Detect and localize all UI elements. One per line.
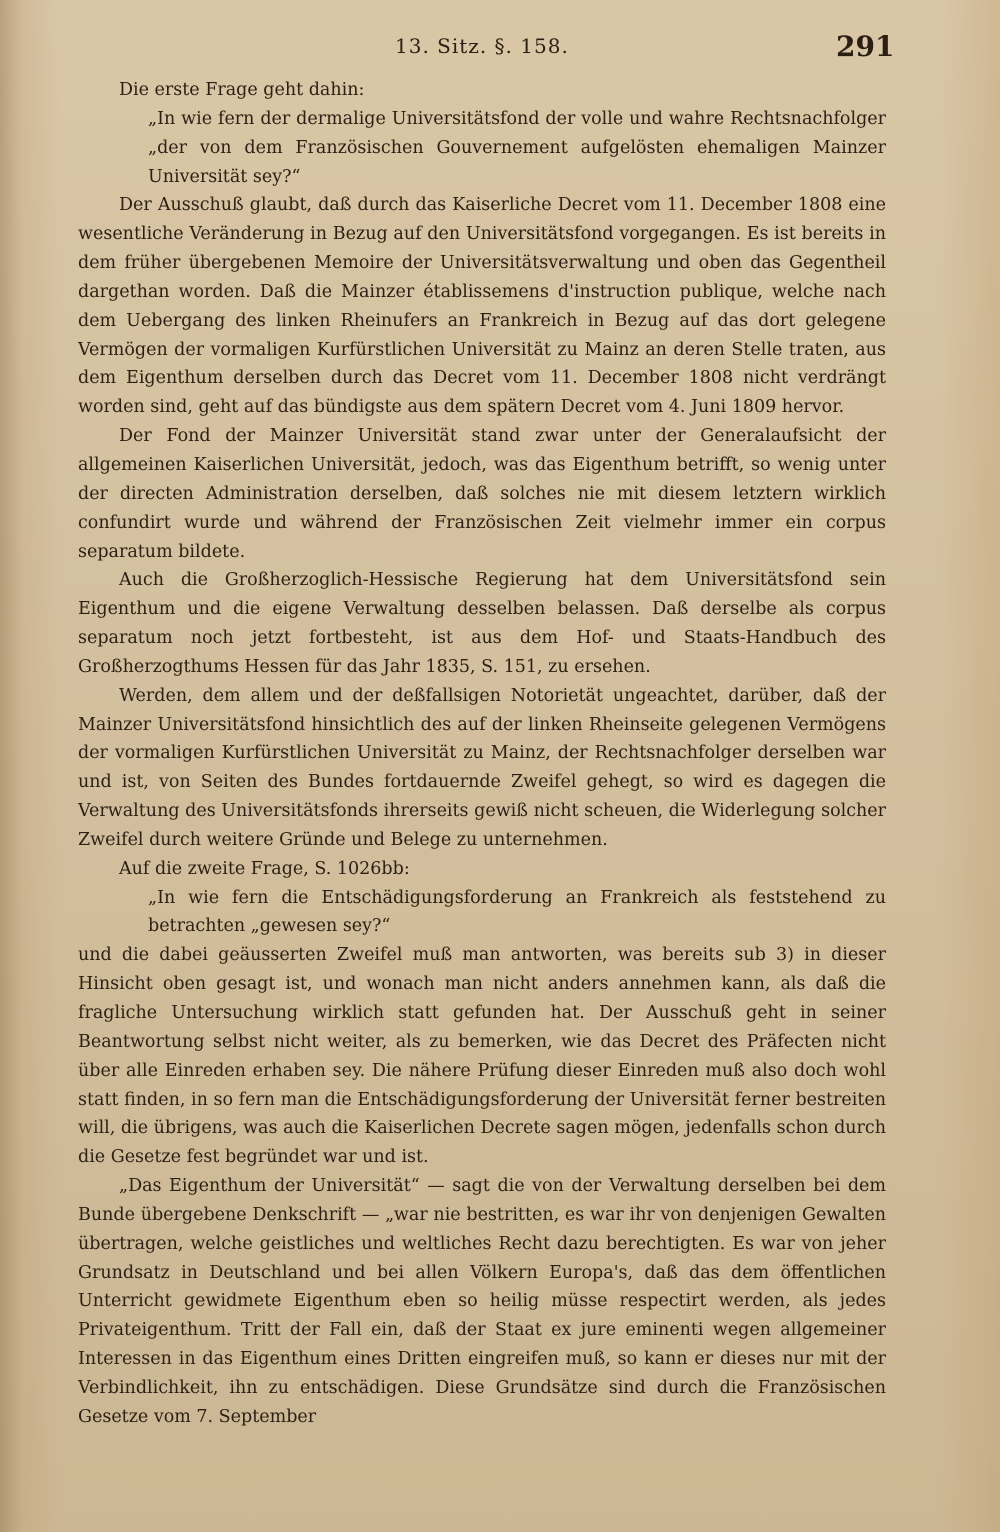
paragraph-answer: und die dabei geäusserten Zweifel muß man antworten, was bereits sub 3) in dieser Hinsicht oben gesagt ist, und wonach man nicht anders annehmen kann, als daß die fragliche Untersuchung wirklich statt gefunden hat. Der Ausschuß geht in seiner Beantwortung selbst nicht weiter, als zu bemerken, wie das Decret des Präfecten nicht über alle Einreden erhaben sey. Die nähere Prüfung dieser Einreden muß also doch wohl statt finden, in so fern man die Entschädigungsforderung der Universität ferner bestreiten will, die übrigens, was auch die Kaiserlichen Decrete sagen mögen, jedenfalls schon durch die Gesetze fest begründet war und ist.	[78, 945, 886, 1168]
paragraph-committee-decree: Der Ausschuß glaubt, daß durch das Kaiserliche Decret vom 11. December 1808 eine wesentliche Veränderung in Bezug auf den Universitätsfond vorgegangen. Es ist bereits in dem früher übergebenen Memoire der Universitätsverwaltung und oben das Gegentheil dargethan worden. Daß die Mainzer établissemens d'instruction publique, welche nach dem Uebergang des linken Rheinufers an Frankreich in Bezug auf das dort gelegene Vermögen der vormaligen Kurfürstlichen Universität zu Mainz an deren Stelle traten, aus dem Eigenthum derselben durch das Decret vom 11. December 1808 nicht verdrängt worden sind, geht auf das bündigste aus dem spätern Decret vom 4. Juni 1809 hervor.	[78, 195, 886, 418]
paragraph-doubts: Werden, dem allem und der deßfallsigen Notorietät ungeachtet, darüber, daß der Mainzer Universitätsfond hinsichtlich des auf der linken Rheinseite gelegenen Vermögens der vormaligen Kurfürstlichen Universität zu Mainz, der Rechtsnachfolger derselben war und ist, von Seiten des Bundes fortdauernde Zweifel gehegt, so wird es dagegen die Verwaltung des Universitätsfonds ihrerseits gewiß nicht scheuen, die Widerlegung solcher Zweifel durch weitere Gründe und Belege zu unternehmen.	[78, 685, 886, 850]
paragraph-hessian-government: Auch die Großherzoglich-Hessische Regierung hat dem Universitätsfond sein Eigenthum und die eigene Verwaltung desselben belassen. Daß derselbe als corpus separatum noch jetzt fortbesteht, ist aus dem Hof- und Staats-Handbuch des Großherzogthums Hessen für das Jahr 1835, S. 151, zu ersehen.	[78, 570, 886, 677]
paragraph-first-question-quote: „In wie fern der dermalige Universitätsfond der volle und wahre Rechtsnachfolger „der von dem Französischen Gouvernement aufgelösten ehemaligen Mainzer Universität sey?“	[148, 108, 886, 187]
page-header	[0, 30, 1000, 70]
body-text	[78, 76, 886, 1432]
paragraph-first-question-intro: Die erste Frage geht dahin:	[119, 80, 365, 100]
page-number: 291	[836, 30, 895, 63]
paragraph-second-question-quote: „In wie fern die Entschädigungsforderung an Frankreich als feststehend zu betrachten „gewesen sey?“	[148, 887, 886, 937]
paragraph-second-question-intro: Auf die zweite Frage, S. 1026bb:	[119, 858, 410, 879]
paragraph-memorandum-quote: „Das Eigenthum der Universität“ — sagt die von der Verwaltung derselben bei dem Bunde übergebene Denkschrift — „war nie bestritten, es war ihr von denjenigen Gewalten übertragen, welche geistliches und weltliches Recht dazu berechtigten. Es war von jeher Grundsatz in Deutschland und bei allen Völkern Europa's, daß das dem öffentlichen Unterricht gewidmete Eigenthum eben so heilig müsse respectirt werden, als jedes Privateigenthum. Tritt der Fall ein, daß der Staat ex jure eminenti wegen allgemeiner Interessen in das Eigenthum eines Dritten eingreifen muß, so kann er dieses nur mit der Verbindlichkeit, ihn zu entschädigen. Diese Grundsätze sind durch die Französischen Gesetze vom 7. September	[78, 1176, 886, 1427]
running-title: 13. Sitz. §. 158.	[395, 34, 569, 58]
paragraph-mainz-fund: Der Fond der Mainzer Universität stand zwar unter der Generalaufsicht der allgemeinen Kaiserlichen Universität, jedoch, was das Eigenthum betrifft, so wenig unter der directen Administration derselben, daß solches nie mit diesem letztern wirklich confundirt wurde und während der Französischen Zeit vielmehr immer ein corpus separatum bildete.	[78, 426, 886, 562]
